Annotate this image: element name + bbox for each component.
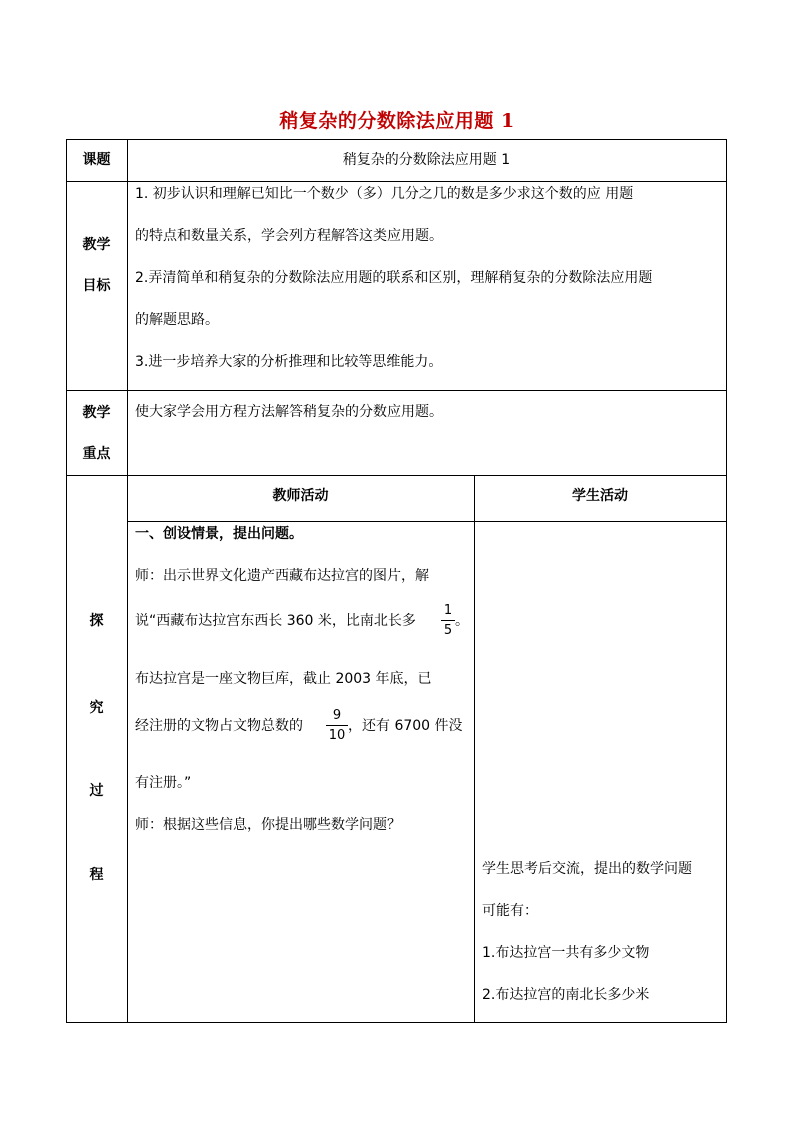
goals-line: 的解题思路。: [135, 312, 219, 328]
teacher-line: 师：出示世界文化遗产西藏布达拉宫的图片，解: [135, 568, 429, 584]
table-border-left: [66, 139, 67, 1023]
fraction-denominator: 10: [328, 728, 346, 743]
table-border-top: [66, 139, 727, 140]
row-divider: [66, 475, 727, 476]
goals-line: 的特点和数量关系，学会列方程解答这类应用题。: [135, 228, 443, 244]
student-line: 1.布达拉宫一共有多少文物: [482, 945, 650, 961]
teacher-line: 布达拉宫是一座文物巨库，截止 2003 年底，已: [135, 671, 432, 687]
teacher-line: 经注册的文物占文物总数的: [135, 718, 303, 734]
goals-line: 2.弄清简单和稍复杂的分数除法应用题的联系和区别，理解稍复杂的分数除法应用题: [135, 270, 653, 286]
goals-line: 3.进一步培养大家的分析推理和比较等思维能力。: [135, 354, 443, 370]
teacher-line: 师：根据这些信息，你提出哪些数学问题？: [135, 817, 401, 833]
teacher-line: 说“西藏布达拉宫东西长 360 米，比南北长多: [135, 613, 416, 629]
goals-label-line1: 教学: [82, 237, 111, 253]
focus-value: 使大家学会用方程方法解答稍复杂的分数应用题。: [135, 404, 443, 420]
column-divider: [127, 139, 128, 1023]
fraction-denominator: 5: [443, 623, 453, 638]
table-border-bottom: [66, 1022, 727, 1023]
column-divider: [474, 475, 475, 1023]
focus-label-line2: 重点: [82, 446, 111, 462]
focus-label-line1: 教学: [82, 405, 111, 421]
fraction-one-fifth: [441, 604, 455, 637]
fraction-nine-tenths: [326, 709, 348, 742]
teacher-line-end: 。: [455, 613, 469, 629]
row-divider: [66, 181, 727, 182]
document-title: 稍复杂的分数除法应用题 1: [279, 110, 515, 132]
table-border-right: [726, 139, 727, 1023]
process-label-char: 探: [89, 613, 104, 629]
process-label-char: 究: [89, 700, 104, 716]
fraction-numerator: 9: [332, 708, 342, 723]
fraction-bar: [441, 620, 455, 621]
goals-line: 1. 初步认识和理解已知比一个数少（多）几分之几的数是多少求这个数的应 用题: [135, 186, 634, 202]
student-line: 可能有：: [482, 903, 538, 919]
student-line: 学生思考后交流，提出的数学问题: [482, 861, 692, 877]
teacher-line: 有注册。”: [135, 775, 192, 791]
student-line: 2.布达拉宫的南北长多少米: [482, 987, 650, 1003]
topic-label: 课题: [82, 152, 111, 168]
teacher-section-heading: 一、创设情景，提出问题。: [135, 526, 303, 542]
student-activity-header: 学生活动: [572, 488, 628, 504]
fraction-bar: [326, 725, 348, 726]
row-divider: [66, 390, 727, 391]
row-divider: [127, 521, 727, 522]
process-label-char: 过: [89, 783, 104, 799]
topic-value: 稍复杂的分数除法应用题 1: [342, 152, 511, 168]
goals-label-line2: 目标: [82, 278, 111, 294]
teacher-activity-header: 教师活动: [272, 488, 329, 504]
teacher-line-end: ，还有 6700 件没: [348, 718, 463, 734]
process-label-char: 程: [89, 867, 104, 883]
fraction-numerator: 1: [443, 603, 453, 618]
